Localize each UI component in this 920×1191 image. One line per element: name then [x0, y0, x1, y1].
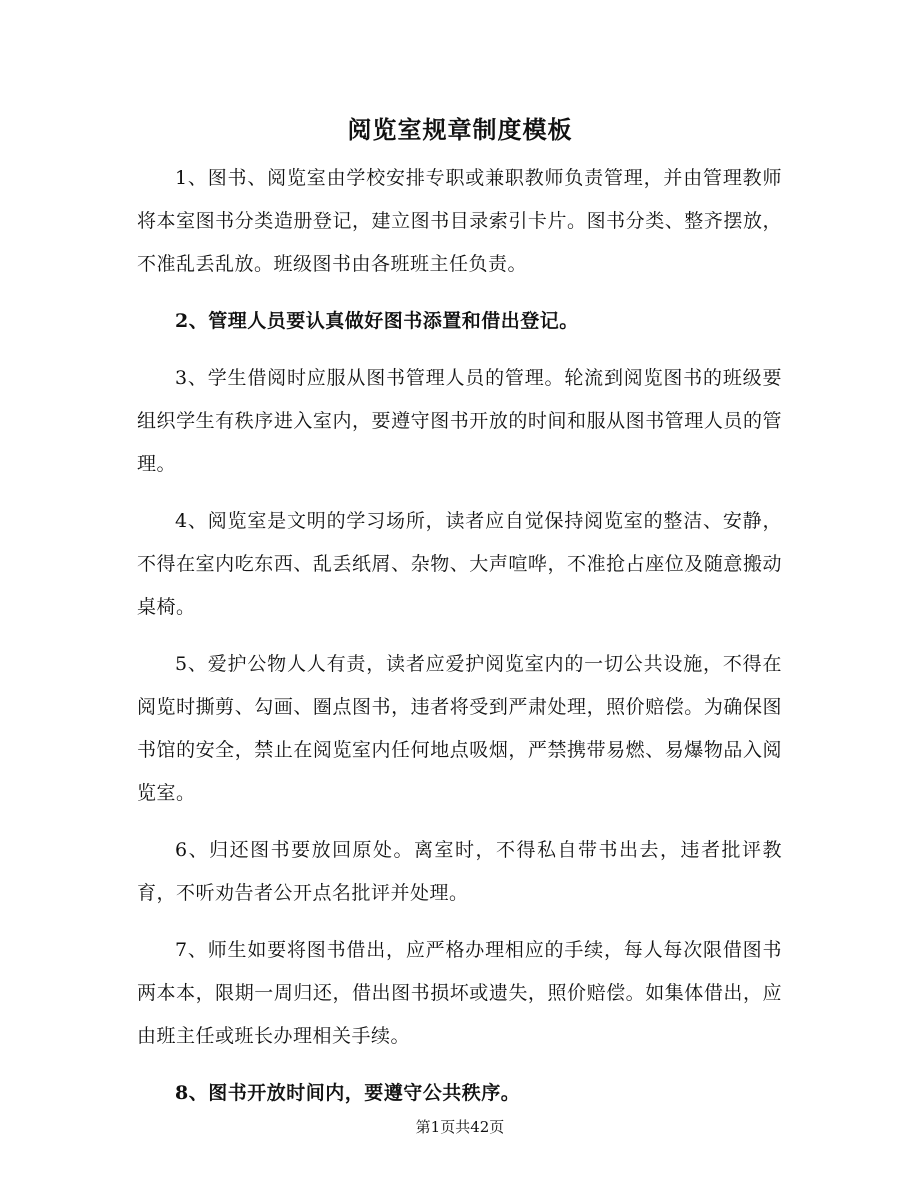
page-number: 第1页共42页 [415, 1118, 505, 1136]
paragraph-3: 3、学生借阅时应服从图书管理人员的管理。轮流到阅览图书的班级要组织学生有秩序进入室内，要遵守图书开放的时间和服从图书管理人员的管理。 [137, 367, 782, 475]
paragraph-7: 7、师生如要将图书借出，应严格办理相应的手续，每人每次限借图书两本本，限期一周归还，借出图书损坏或遗失，照价赔偿。如集体借出，应由班主任或班长办理相关手续。 [137, 939, 782, 1047]
document-body [137, 157, 782, 1129]
paragraph-2: 2、管理人员要认真做好图书添置和借出登记。 [175, 310, 579, 332]
paragraph-4: 4、阅览室是文明的学习场所，读者应自觉保持阅览室的整洁、安静，不得在室内吃东西、乱丢纸屑、杂物、大声喧哗，不准抢占座位及随意搬动桌椅。 [137, 510, 782, 618]
paragraph-8: 8、图书开放时间内，要遵守公共秩序。 [175, 1082, 521, 1104]
paragraph-5: 5、爱护公物人人有责，读者应爱护阅览室内的一切公共设施，不得在阅览时撕剪、勾画、圈点图书，违者将受到严肃处理，照价赔偿。为确保图书馆的安全，禁止在阅览室内任何地点吸烟，严禁携带易燃、易爆物品入阅览室。 [137, 653, 782, 804]
paragraph-1: 1、图书、阅览室由学校安排专职或兼职教师负责管理，并由管理教师将本室图书分类造册登记，建立图书目录索引卡片。图书分类、整齐摆放，不准乱丢乱放。班级图书由各班班主任负责。 [137, 167, 782, 275]
paragraph-6: 6、归还图书要放回原处。离室时，不得私自带书出去，违者批评教育，不听劝告者公开点名批评并处理。 [137, 839, 782, 904]
document-title: 阅览室规章制度模板 [347, 115, 573, 144]
